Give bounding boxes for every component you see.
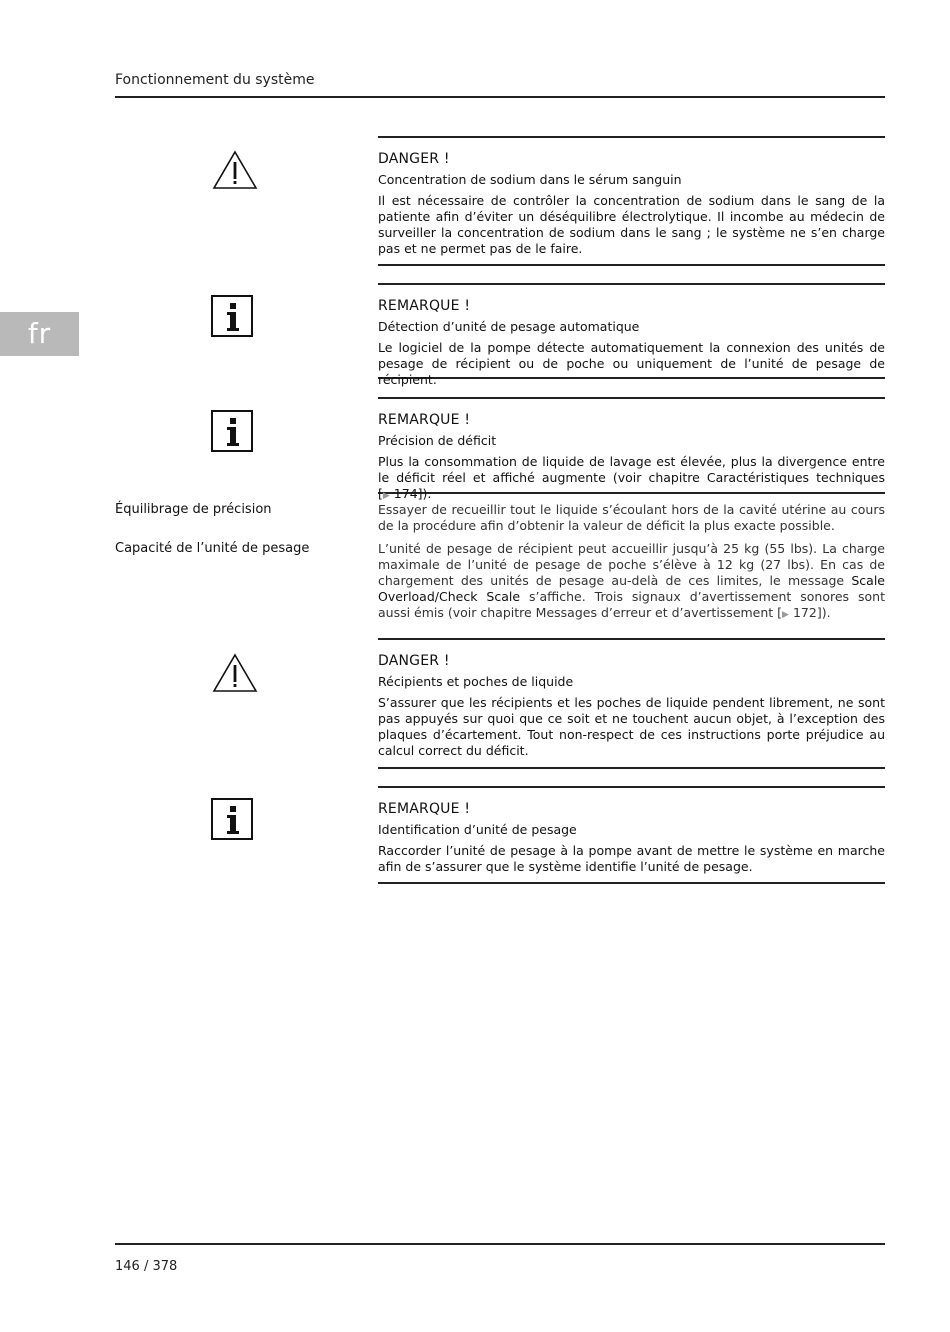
- section-text-precision-balancing: Essayer de recueillir tout le liquide s’écoulant hors de la cavité utérine au cours de la procédure afin d’obtenir la valeur de déficit la plus exacte possible.: [378, 502, 885, 533]
- notice-body: Le logiciel de la pompe détecte automatiquement la connexion des unités de pesage de récipient ou de poche ou uniquement de l’unité de pesage de récipient.: [378, 340, 885, 387]
- footer-divider: [115, 1243, 885, 1245]
- running-header: Fonctionnement du système: [115, 72, 315, 88]
- warning-triangle-icon: [212, 150, 258, 190]
- section-text-before: L’unité de pesage de récipient peut accueillir jusqu’à 25 kg (55 lbs). La charge maximale de l’unité de pesage de poche s’élève à 12 kg (27 lbs). En cas de chargement des unités de pesage au-delà de ces limites, le message: [378, 541, 885, 588]
- danger-notice-containers: [378, 638, 885, 769]
- info-icon: [211, 295, 253, 337]
- section-text-scale-capacity: [378, 541, 885, 623]
- danger-notice-sodium: [378, 136, 885, 266]
- notice-body: S’assurer que les récipients et les poches de liquide pendent librement, ne sont pas appuyés sur quoi que ce soit et ne touchent aucun objet, à l’exception des plaques d’écartement. Tout non-respect de ces instructions porte préjudice au calcul correct du déficit.: [378, 695, 885, 758]
- notice-body: [378, 454, 885, 504]
- info-icon: [211, 798, 253, 840]
- remark-notice-scale-identification: [378, 786, 885, 884]
- header-divider: [115, 96, 885, 98]
- notice-body-end: ]).: [417, 486, 432, 501]
- notice-title: REMARQUE !: [378, 298, 471, 314]
- notice-subtitle: Identification d’unité de pesage: [378, 822, 577, 837]
- page-number: 146 / 378: [115, 1259, 178, 1274]
- language-tab: fr: [0, 312, 79, 356]
- notice-title: DANGER !: [378, 653, 450, 669]
- notice-body-text: Plus la consommation de liquide de lavage est élevée, plus la divergence entre le déficit réel et affiché augmente (voir chapitre Caractéristiques techniques [: [378, 454, 885, 501]
- reference-arrow-icon: ▶: [782, 610, 789, 620]
- section-text-end: ]).: [816, 605, 831, 620]
- reference-arrow-icon: ▶: [382, 491, 390, 501]
- section-label-scale-capacity: Capacité de l’unité de pesage: [115, 541, 310, 556]
- notice-title: REMARQUE !: [378, 801, 471, 817]
- remark-notice-deficit-precision: [378, 397, 885, 501]
- overload-message: Scale Overload/Check Scale: [378, 573, 885, 604]
- section-label-precision-balancing: Équilibrage de précision: [115, 502, 272, 517]
- info-icon: [211, 410, 253, 452]
- notice-body: Il est nécessaire de contrôler la concentration de sodium dans le sang de la patiente afin d’éviter un déséquilibre électrolytique. Il incombe au médecin de surveiller la concentration de sodium dans le sang ; le système ne s’en charge pas et ne permet pas de le faire.: [378, 193, 885, 256]
- notice-subtitle: Récipients et poches de liquide: [378, 674, 574, 689]
- notice-subtitle: Détection d’unité de pesage automatique: [378, 319, 640, 334]
- page-reference[interactable]: 172: [792, 605, 817, 620]
- notice-title: REMARQUE !: [378, 412, 471, 428]
- notice-body: Raccorder l’unité de pesage à la pompe avant de mettre le système en marche afin de s’assurer que le système identifie l’unité de pesage.: [378, 843, 885, 874]
- notice-title: DANGER !: [378, 151, 450, 167]
- section-text-after: s’affiche. Trois signaux d’avertissement sonores sont aussi émis (voir chapitre Messages d’erreur et d’avertissement [: [378, 589, 885, 620]
- remark-notice-auto-detection: [378, 283, 885, 387]
- warning-triangle-icon: [212, 653, 258, 693]
- page-reference[interactable]: 174: [393, 486, 418, 501]
- notice-subtitle: Concentration de sodium dans le sérum sanguin: [378, 172, 682, 187]
- notice-subtitle: Précision de déficit: [378, 433, 497, 448]
